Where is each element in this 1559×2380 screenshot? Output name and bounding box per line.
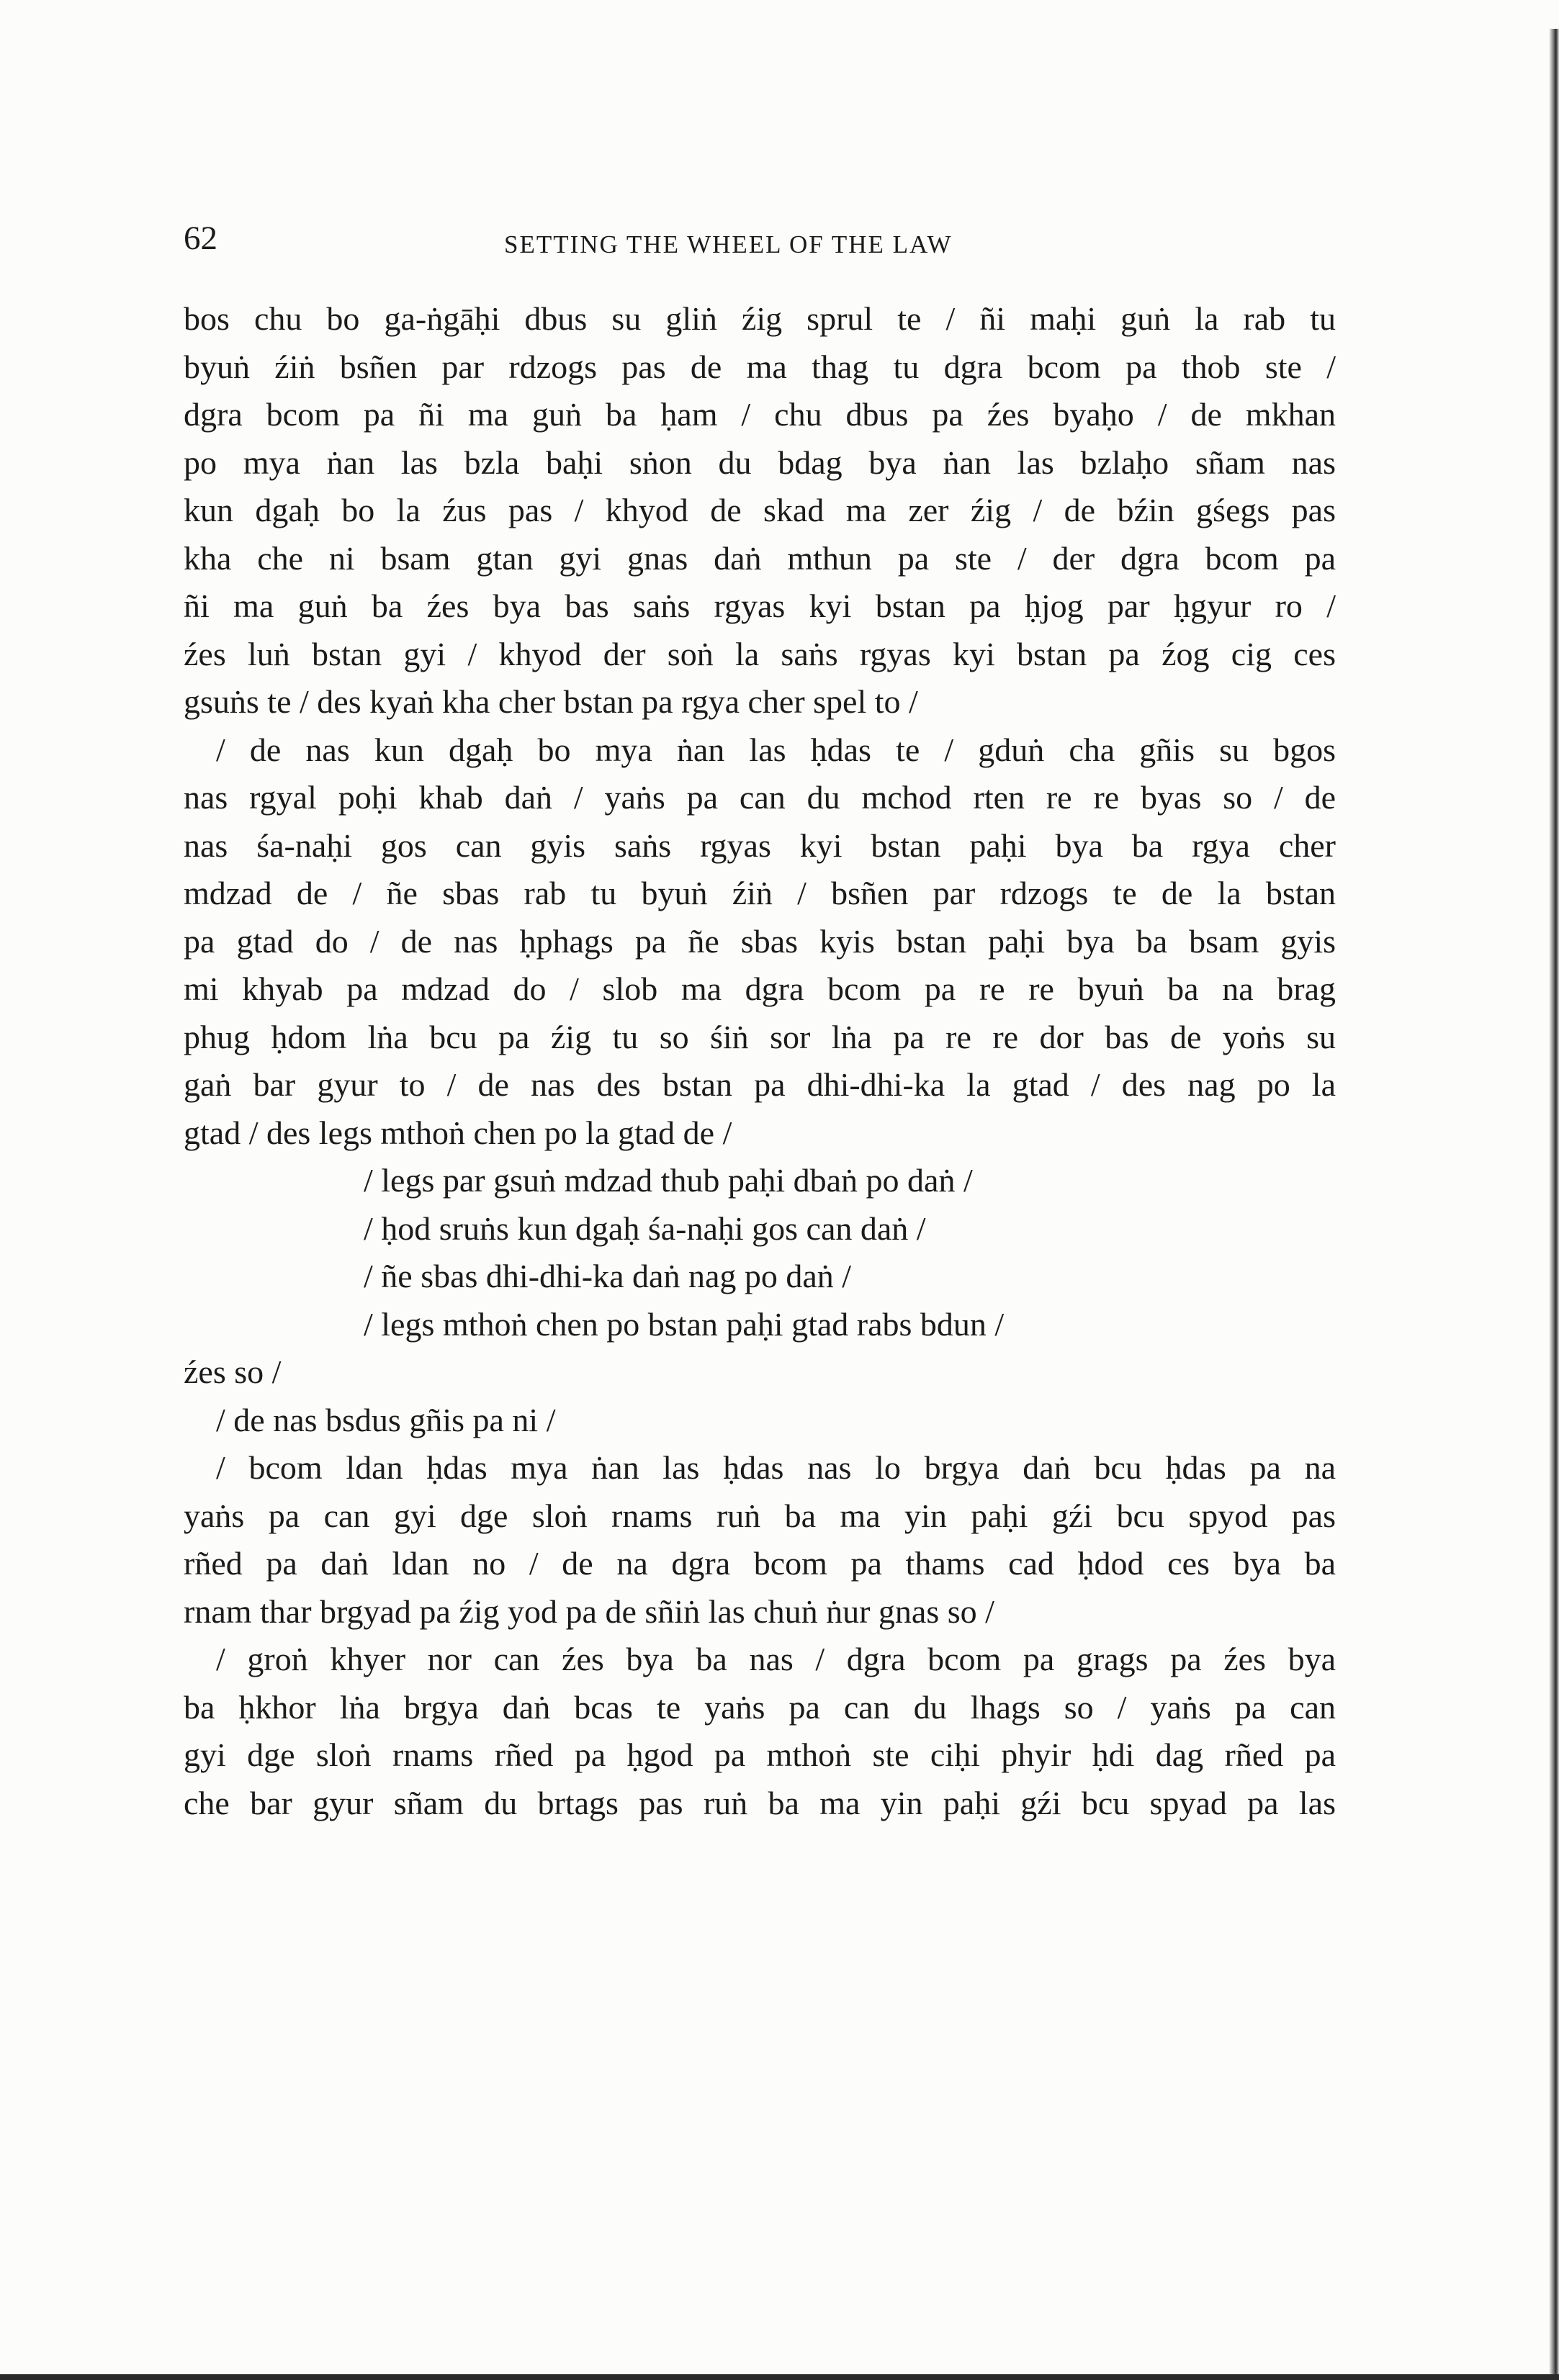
text-line: gsuṅs te / des kyaṅ kha cher bstan pa rgya cher spel to / [184,683,918,720]
text-line: mdzad de / ñe sbas rab tu byuṅ źiṅ / bsñen par rdzogs te de la bstan [184,875,1336,911]
verse-line: / ñe sbas dhi-dhi-ka daṅ nag po daṅ / [364,1258,852,1294]
running-title: SETTING THE WHEEL OF THE LAW [504,230,953,258]
text-line: / bcom ldan ḥdas mya ṅan las ḥdas nas lo brgya daṅ bcu ḥdas pa na [216,1449,1336,1486]
text-line: rnam thar brgyad pa źig yod pa de sñiṅ las chuṅ ṅur gnas so / [184,1592,994,1630]
text-line: nas śa-naḥi gos can gyis saṅs rgyas kyi bstan paḥi bya ba rgya cher [184,826,1336,864]
text-line: mi khyab pa mdzad do / slob ma dgra bcom pa re re byuṅ ba na brag [184,970,1336,1007]
text-line: che bar gyur sñam du brtags pas ruṅ ba ma yin paḥi gźi bcu spyad pa las [184,1784,1336,1821]
text-line: / de nas kun dgaḥ bo mya ṅan las ḥdas te / gduṅ cha gñis su bgos [216,731,1336,768]
text-line: / de nas bsdus gñis pa ni / [216,1401,556,1438]
text-line: źes luṅ bstan gyi / khyod der soṅ la saṅs rgyas kyi bstan pa źog cig ces [184,635,1336,672]
text-line: gyi dge sloṅ rnams rñed pa ḥgod pa mthoṅ ste ciḥi phyir ḥdi dag rñed pa [184,1736,1336,1773]
text-line: dgra bcom pa ñi ma guṅ ba ḥam / chu dbus pa źes byaḥo / de mkhan [184,396,1336,433]
text-line: po mya ṅan las bzla baḥi sṅon du bdag bya ṅan las bzlaḥo sñam nas [184,443,1336,481]
page-bottom-edge [0,2374,1559,2380]
text-line: ñi ma guṅ ba źes bya bas saṅs rgyas kyi bstan pa ḥjog par ḥgyur ro / [184,587,1336,624]
text-line: bos chu bo ga-ṅgāḥi dbus su gliṅ źig sprul te / ñi maḥi guṅ la rab tu [184,300,1336,337]
text-line: kha che ni bsam gtan gyi gnas daṅ mthun pa ste / der dgra bcom pa [184,539,1336,577]
text-line: pa gtad do / de nas ḥphags pa ñe sbas kyis bstan paḥi bya ba bsam gyis [184,922,1336,960]
text-line: źes so / [184,1353,282,1390]
page-edge-shadow [1549,29,1559,2376]
body-text [184,295,1336,1827]
text-line: phug ḥdom lṅa bcu pa źig tu so śiṅ sor lṅa pa re re dor bas de yoṅs su [184,1018,1336,1055]
text-line: gaṅ bar gyur to / de nas des bstan pa dhi-dhi-ka la gtad / des nag po la [184,1066,1336,1103]
page-number: 62 [184,220,217,257]
text-line: kun dgaḥ bo la źus pas / khyod de skad ma zer źig / de bźin gśegs pas [184,492,1336,528]
verse-line: / ḥod sruṅs kun dgaḥ śa-naḥi gos can daṅ / [364,1209,926,1247]
text-line: / groṅ khyer nor can źes bya ba nas / dgra bcom pa grags pa źes bya [216,1641,1336,1677]
verse-line: / legs par gsuṅ mdzad thub paḥi dbaṅ po daṅ / [364,1162,973,1199]
text-line: yaṅs pa can gyi dge sloṅ rnams ruṅ ba ma yin paḥi gźi bcu spyod pas [184,1497,1336,1534]
verse-line: / legs mthoṅ chen po bstan paḥi gtad rabs bdun / [364,1305,1005,1343]
text-line: rñed pa daṅ ldan no / de na dgra bcom pa thams cad ḥdod ces bya ba [184,1545,1336,1582]
text-line: gtad / des legs mthoṅ chen po la gtad de / [184,1114,732,1151]
text-line: ba ḥkhor lṅa brgya daṅ bcas te yaṅs pa can du lhags so / yaṅs pa can [184,1688,1336,1726]
text-line: nas rgyal poḥi khab daṅ / yaṅs pa can du mchod rten re re byas so / de [184,779,1336,816]
text-line: byuṅ źiṅ bsñen par rdzogs pas de ma thag tu dgra bcom pa thob ste / [184,348,1336,385]
